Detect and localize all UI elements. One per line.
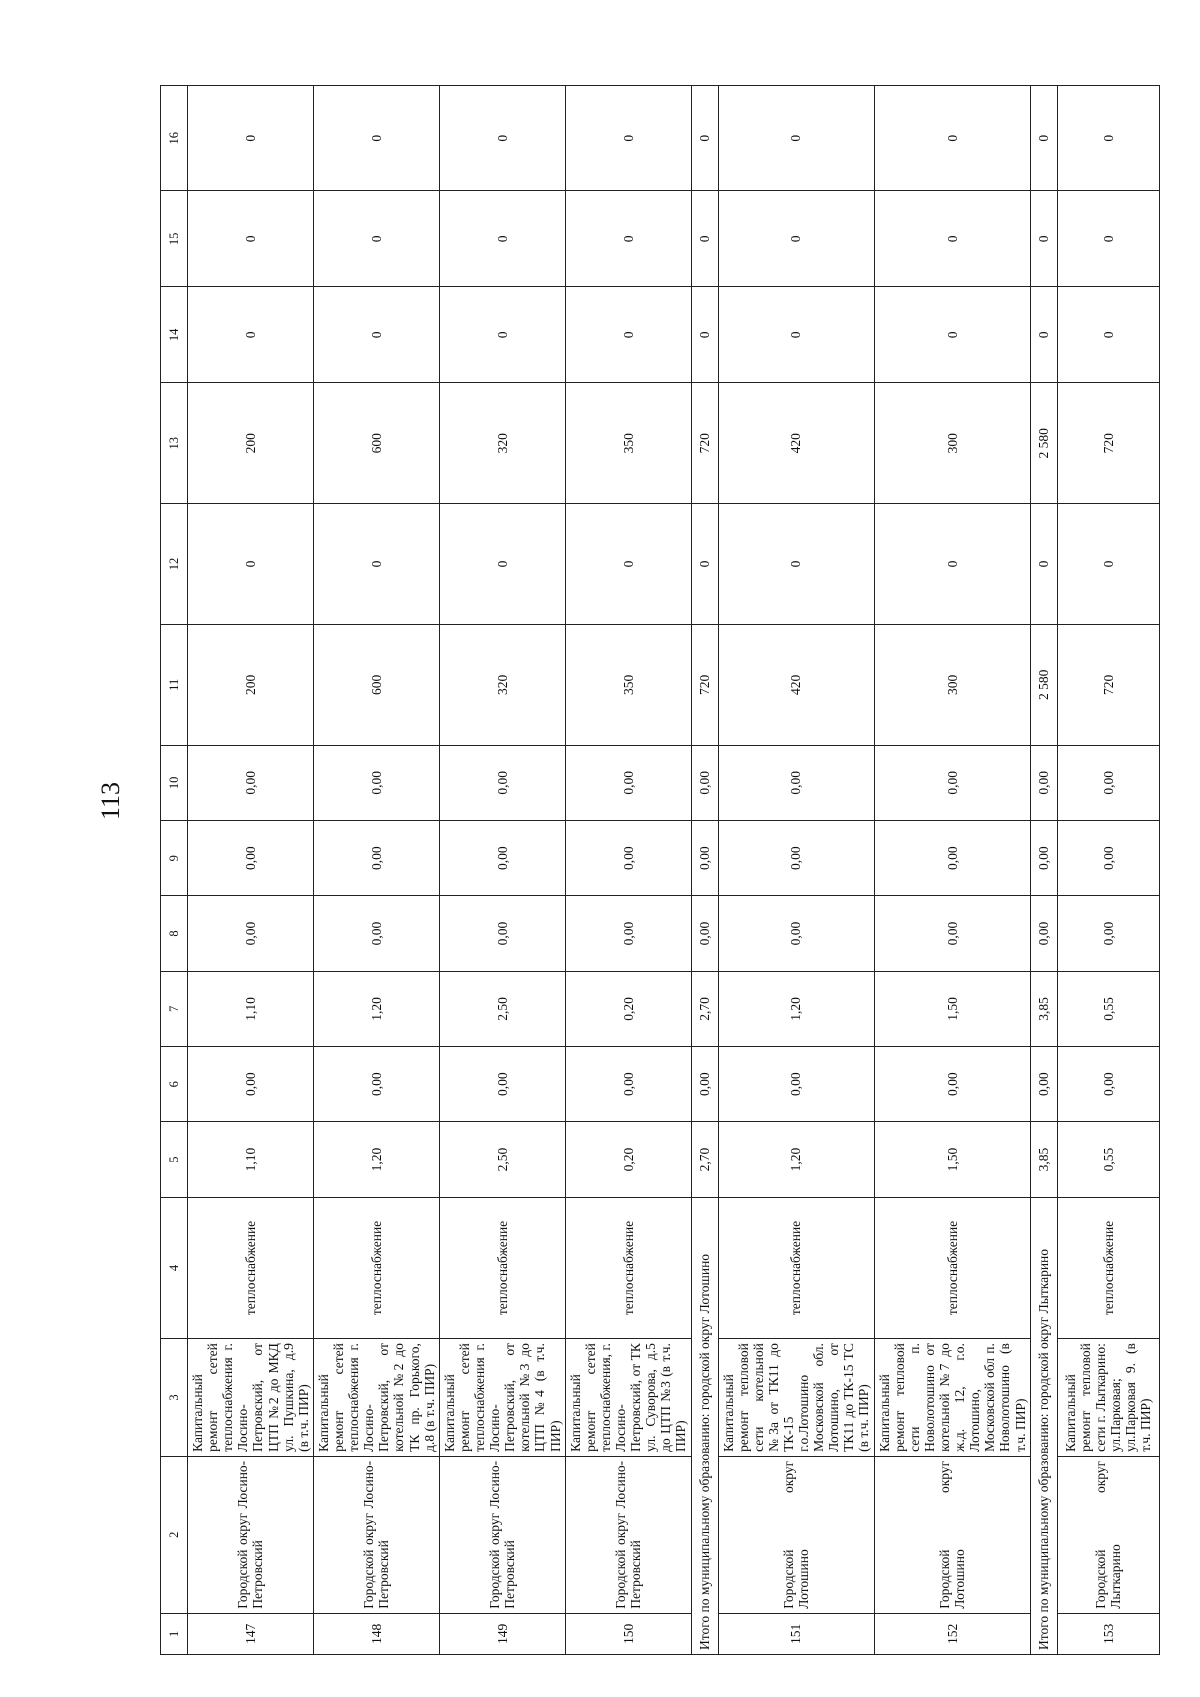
value-cell: 0,00: [313, 745, 439, 820]
row-number-cell: 152: [874, 1613, 1030, 1654]
value-cell: 0,00: [874, 821, 1030, 896]
value-cell: 1,20: [313, 971, 439, 1046]
row-number-cell: 153: [1057, 1613, 1159, 1654]
value-cell: 0: [691, 504, 718, 625]
municipality-cell: Городской округ Лосино-Петровский: [439, 1456, 565, 1613]
value-cell: 0,00: [691, 896, 718, 971]
value-cell: 0: [874, 86, 1030, 191]
header-cell: 13: [161, 383, 188, 504]
municipality-cell: Городской округ Лотошино: [874, 1456, 1030, 1613]
value-cell: 0: [313, 191, 439, 287]
value-cell: 1,50: [874, 1122, 1030, 1197]
value-cell: 0: [188, 504, 314, 625]
header-cell: 14: [161, 287, 188, 383]
value-cell: 350: [565, 383, 691, 504]
description-cell: Капитальный ремонт сетей теплоснабжения г. Лосино-Петровский, от ЦТП №2 до МКД ул. Пушкина, д.9 (в т.ч. ПИР): [188, 1339, 314, 1457]
value-cell: 320: [439, 383, 565, 504]
value-cell: 0,00: [874, 1047, 1030, 1122]
value-cell: 0: [439, 504, 565, 625]
value-cell: 2,50: [439, 1122, 565, 1197]
municipality-cell: Городской округ Лосино-Петровский: [188, 1456, 314, 1613]
header-cell: 4: [161, 1197, 188, 1338]
row-number-cell: 148: [313, 1613, 439, 1654]
value-cell: 3,85: [1030, 971, 1057, 1046]
header-cell: 15: [161, 191, 188, 287]
value-cell: 0,00: [313, 896, 439, 971]
value-cell: 300: [874, 624, 1030, 745]
value-cell: 0: [313, 86, 439, 191]
row-number-cell: 147: [188, 1613, 314, 1654]
value-cell: 0: [188, 191, 314, 287]
category-cell: теплоснабжение: [718, 1197, 874, 1338]
header-cell: 9: [161, 821, 188, 896]
value-cell: 0,55: [1057, 971, 1159, 1046]
page-number: 113: [96, 781, 125, 820]
value-cell: 0: [718, 86, 874, 191]
header-cell: 11: [161, 624, 188, 745]
value-cell: 0,00: [565, 745, 691, 820]
value-cell: 720: [691, 383, 718, 504]
subtotal-row: [1030, 86, 1057, 1655]
category-cell: теплоснабжение: [313, 1197, 439, 1338]
description-cell: Капитальный ремонт сетей теплоснабжения г. Лосино-Петровский, от котельной №3 до ЦТП №4 (в т.ч. ПИР): [439, 1339, 565, 1457]
value-cell: 0: [188, 287, 314, 383]
value-cell: 0: [1057, 86, 1159, 191]
value-cell: 0,00: [313, 1047, 439, 1122]
value-cell: 0,00: [718, 821, 874, 896]
table-row: [874, 86, 1030, 1655]
value-cell: 0: [565, 86, 691, 191]
value-cell: 720: [1057, 624, 1159, 745]
table-row: [313, 86, 439, 1655]
value-cell: 0,00: [718, 745, 874, 820]
value-cell: 0,20: [565, 971, 691, 1046]
value-cell: 1,20: [313, 1122, 439, 1197]
table-row: [718, 86, 874, 1655]
value-cell: 0: [691, 287, 718, 383]
header-cell: 2: [161, 1456, 188, 1613]
value-cell: 0: [439, 86, 565, 191]
value-cell: 0: [565, 191, 691, 287]
value-cell: 0,00: [439, 745, 565, 820]
description-cell: Капитальный ремонт тепловой сети п. Новолотошино от котельной №7 до ж.д. 12, г.о. Лотошино, Московской обл п. Новолотошино (в т.ч. ПИР): [874, 1339, 1030, 1457]
row-number-cell: 149: [439, 1613, 565, 1654]
value-cell: 0,00: [1030, 821, 1057, 896]
value-cell: 0,20: [565, 1122, 691, 1197]
value-cell: 0: [1030, 504, 1057, 625]
value-cell: 0: [718, 287, 874, 383]
value-cell: 0: [1057, 191, 1159, 287]
value-cell: 0,00: [1057, 1047, 1159, 1122]
value-cell: 0,00: [439, 821, 565, 896]
value-cell: 0,00: [313, 821, 439, 896]
value-cell: 0,00: [188, 896, 314, 971]
value-cell: 600: [313, 383, 439, 504]
category-cell: теплоснабжение: [565, 1197, 691, 1338]
description-cell: Капитальный ремонт сетей теплоснабжения г. Лосино-Петровский, от котельной №2 до ТК пр. Горького, д.8 (в т.ч. ПИР): [313, 1339, 439, 1457]
value-cell: 2 580: [1030, 624, 1057, 745]
header-cell: 12: [161, 504, 188, 625]
value-cell: 0: [565, 504, 691, 625]
value-cell: 1,20: [718, 971, 874, 1046]
value-cell: 720: [691, 624, 718, 745]
value-cell: 0,00: [718, 1047, 874, 1122]
row-number-cell: 151: [718, 1613, 874, 1654]
header-cell: 1: [161, 1613, 188, 1654]
value-cell: 0: [313, 287, 439, 383]
table-row: [439, 86, 565, 1655]
value-cell: 2,70: [691, 1122, 718, 1197]
value-cell: 1,10: [188, 971, 314, 1046]
value-cell: 0: [439, 287, 565, 383]
value-cell: 0,00: [565, 821, 691, 896]
value-cell: 0: [565, 287, 691, 383]
subtotal-row: [691, 86, 718, 1655]
category-cell: теплоснабжение: [439, 1197, 565, 1338]
value-cell: 2 580: [1030, 383, 1057, 504]
value-cell: 720: [1057, 383, 1159, 504]
value-cell: 600: [313, 624, 439, 745]
description-cell: Капитальный ремонт тепловой сети котельной №3а от ТК11 до ТК-15 г.о.Лотошино Московской обл. Лотошино, от ТК11 до ТК-15 ТС (в т.ч. ПИР): [718, 1339, 874, 1457]
value-cell: 300: [874, 383, 1030, 504]
municipality-cell: Городской округ Лотошино: [718, 1456, 874, 1613]
value-cell: 0: [691, 86, 718, 191]
value-cell: 1,10: [188, 1122, 314, 1197]
value-cell: 0,00: [439, 1047, 565, 1122]
value-cell: 0,00: [1057, 896, 1159, 971]
header-cell: 5: [161, 1122, 188, 1197]
header-cell: 8: [161, 896, 188, 971]
value-cell: 1,20: [718, 1122, 874, 1197]
value-cell: 0: [691, 191, 718, 287]
value-cell: 0,00: [1057, 821, 1159, 896]
value-cell: 420: [718, 383, 874, 504]
value-cell: 0,00: [1030, 745, 1057, 820]
header-cell: 10: [161, 745, 188, 820]
header-cell: 7: [161, 971, 188, 1046]
value-cell: 0,00: [565, 896, 691, 971]
value-cell: 0: [1030, 191, 1057, 287]
value-cell: 0,00: [691, 821, 718, 896]
value-cell: 0,00: [1057, 745, 1159, 820]
data-table: [160, 85, 1160, 1655]
category-cell: теплоснабжение: [188, 1197, 314, 1338]
value-cell: 0,00: [188, 1047, 314, 1122]
municipality-cell: Городской округ Лосино-Петровский: [565, 1456, 691, 1613]
value-cell: 0,00: [718, 896, 874, 971]
table-row: [565, 86, 691, 1655]
value-cell: 0: [874, 504, 1030, 625]
subtotal-label: Итого по муниципальному образованию: городской округ Лыткарино: [1030, 1197, 1057, 1654]
value-cell: 0: [1057, 504, 1159, 625]
header-cell: 3: [161, 1339, 188, 1457]
table-row: [1057, 86, 1159, 1655]
header-cell: 6: [161, 1047, 188, 1122]
value-cell: 200: [188, 383, 314, 504]
value-cell: 0,00: [874, 745, 1030, 820]
municipality-cell: Городской округ Лыткарино: [1057, 1456, 1159, 1613]
value-cell: 0,00: [188, 745, 314, 820]
value-cell: 0: [718, 191, 874, 287]
value-cell: 0: [1057, 287, 1159, 383]
subtotal-label: Итого по муниципальному образованию: городской округ Лотошино: [691, 1197, 718, 1654]
value-cell: 0: [1030, 86, 1057, 191]
value-cell: 0,55: [1057, 1122, 1159, 1197]
description-cell: Капитальный ремонт тепловой сети г. Лыткарино: ул.Парковая; ул.Парковая 9. (в т.ч. ПИР): [1057, 1339, 1159, 1457]
description-cell: Капитальный ремонт сетей теплоснабжения, г. Лосино-Петровский, от ТК ул. Суворова, д.5 до ЦТП №3 (в т.ч. ПИР): [565, 1339, 691, 1457]
value-cell: 3,85: [1030, 1122, 1057, 1197]
table-row: [188, 86, 314, 1655]
value-cell: 0: [874, 191, 1030, 287]
value-cell: 0,00: [1030, 896, 1057, 971]
value-cell: 320: [439, 624, 565, 745]
value-cell: 0,00: [565, 1047, 691, 1122]
value-cell: 0,00: [874, 896, 1030, 971]
municipality-cell: Городской округ Лосино-Петровский: [313, 1456, 439, 1613]
value-cell: 0,00: [691, 745, 718, 820]
value-cell: 0,00: [1030, 1047, 1057, 1122]
header-cell: 16: [161, 86, 188, 191]
value-cell: 1,50: [874, 971, 1030, 1046]
value-cell: 200: [188, 624, 314, 745]
value-cell: 0,00: [188, 821, 314, 896]
value-cell: 420: [718, 624, 874, 745]
value-cell: 2,50: [439, 971, 565, 1046]
value-cell: 0: [439, 191, 565, 287]
value-cell: 0: [718, 504, 874, 625]
category-cell: теплоснабжение: [1057, 1197, 1159, 1338]
value-cell: 0: [1030, 287, 1057, 383]
value-cell: 0: [188, 86, 314, 191]
value-cell: 0,00: [439, 896, 565, 971]
value-cell: 0: [874, 287, 1030, 383]
row-number-cell: 150: [565, 1613, 691, 1654]
category-cell: теплоснабжение: [874, 1197, 1030, 1338]
rotated-table-wrapper: [160, 85, 1154, 1655]
header-row: [161, 86, 188, 1655]
value-cell: 2,70: [691, 971, 718, 1046]
value-cell: 350: [565, 624, 691, 745]
value-cell: 0,00: [691, 1047, 718, 1122]
value-cell: 0: [313, 504, 439, 625]
